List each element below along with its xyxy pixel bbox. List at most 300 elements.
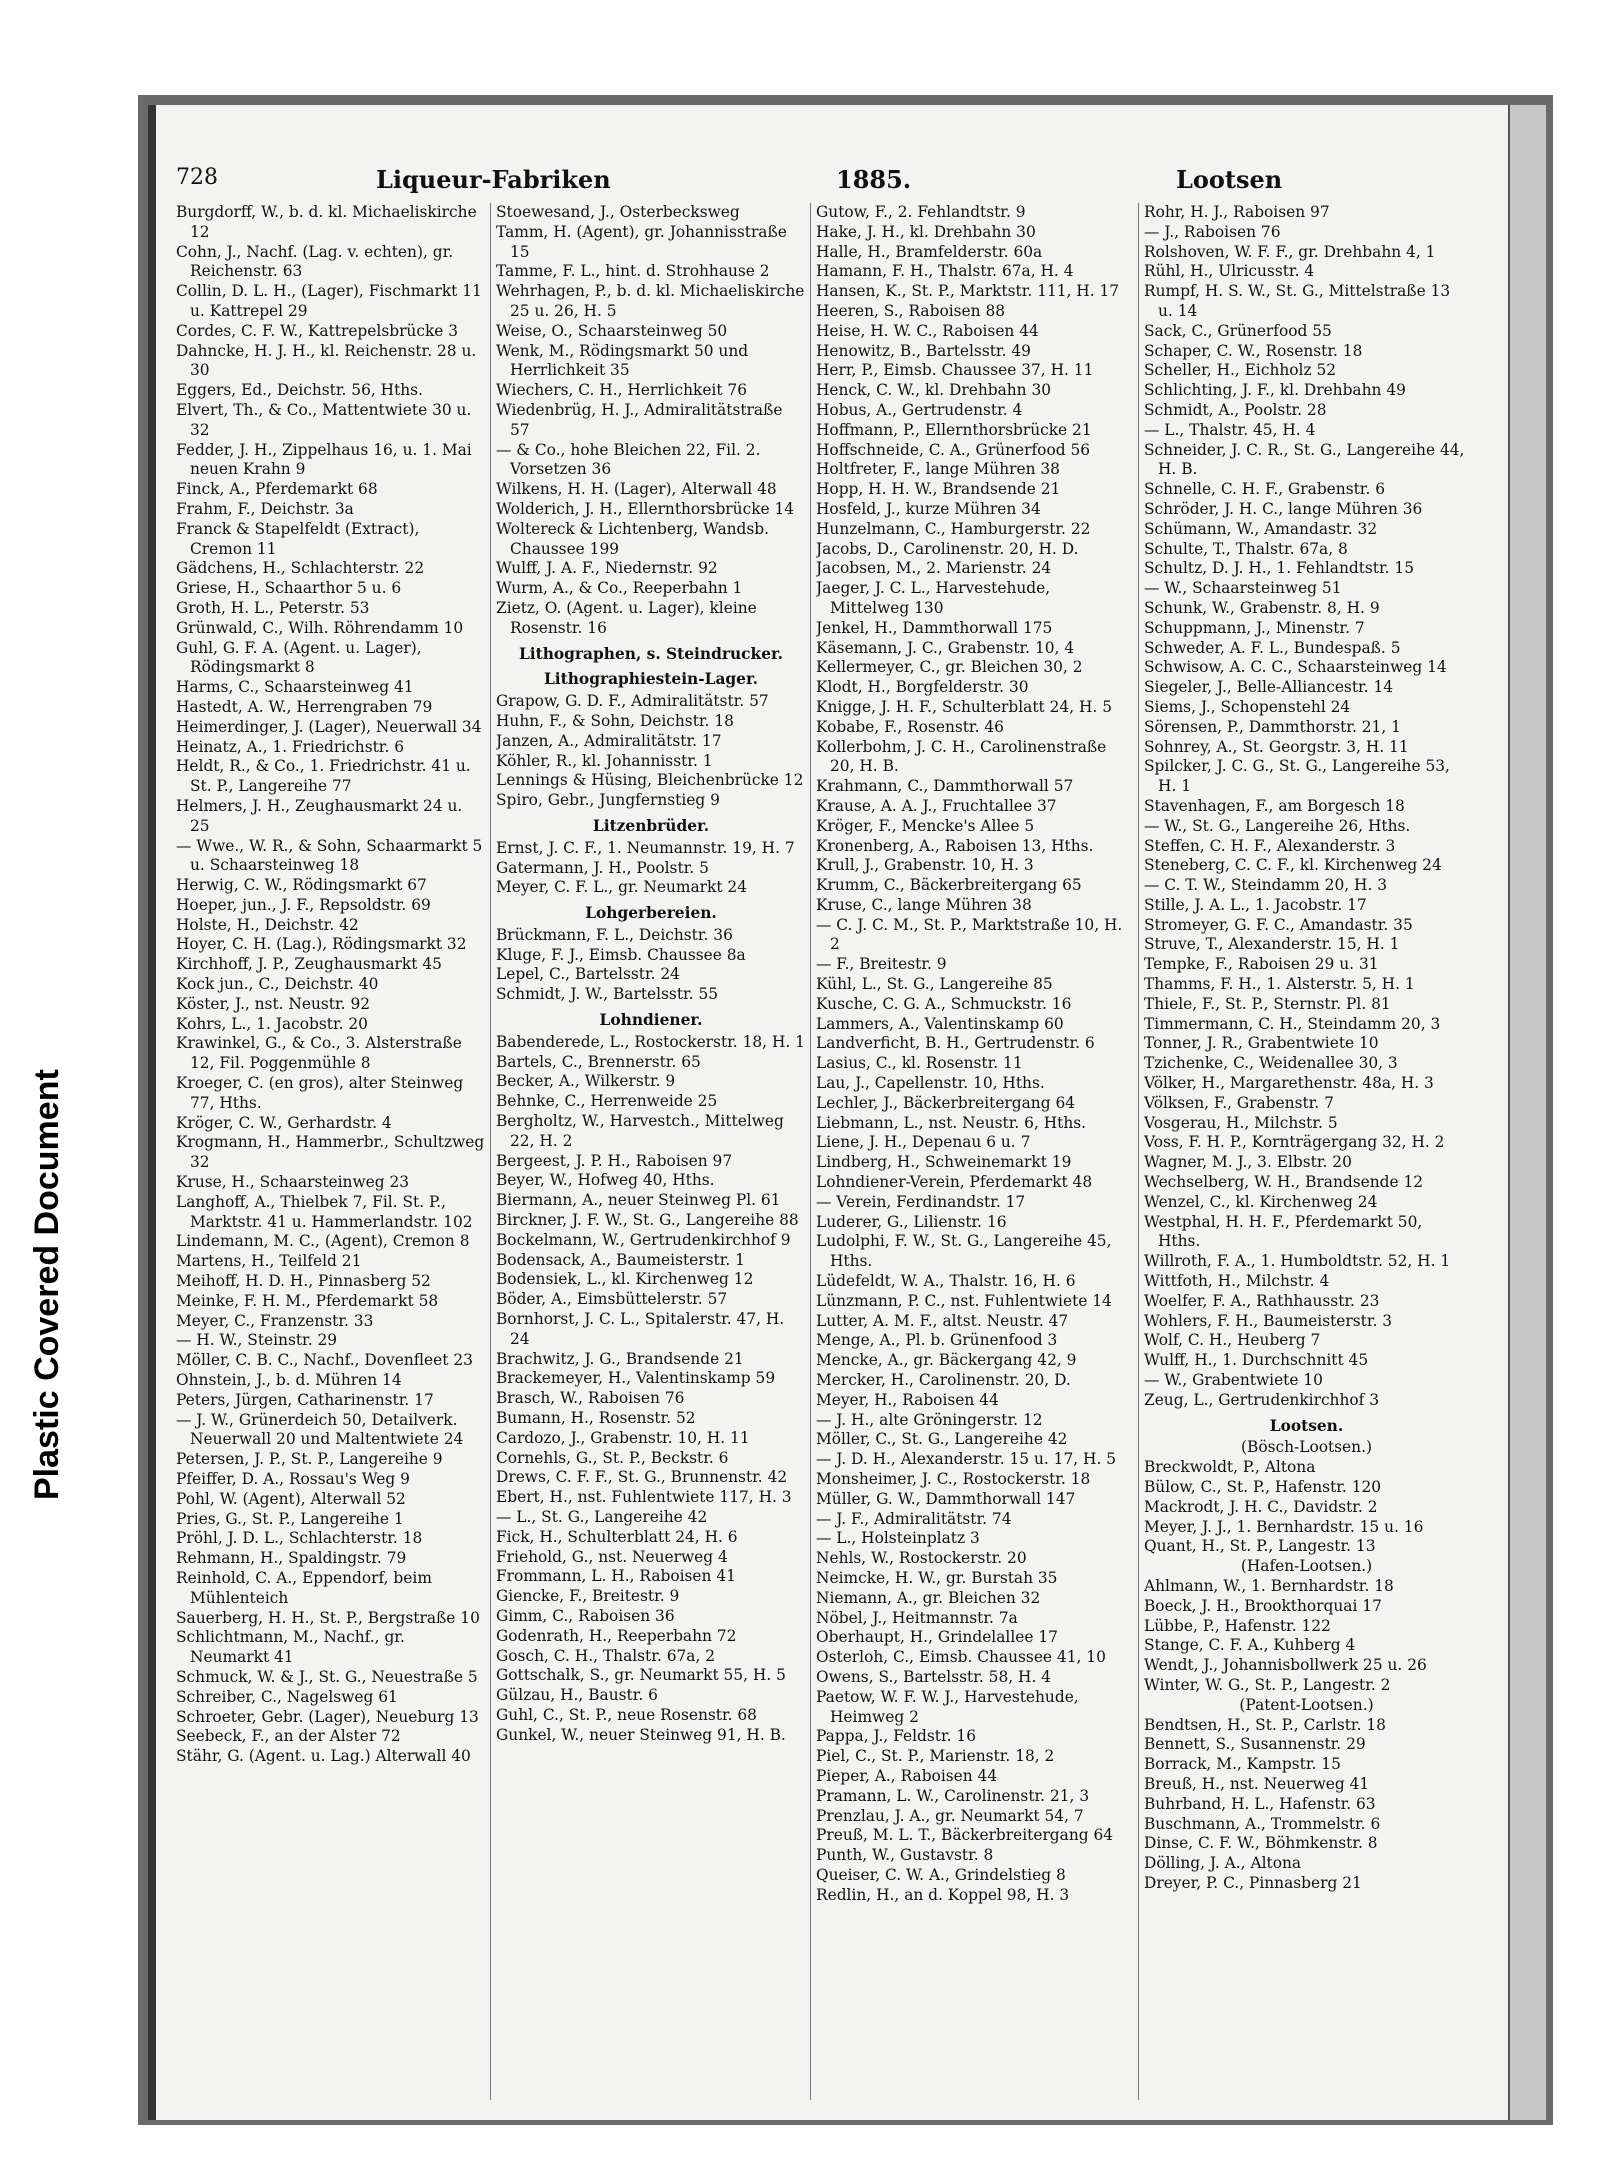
directory-entry: — W., Grabentwiete 10 [1144, 1371, 1323, 1390]
directory-entry: Kohrs, L., 1. Jacobstr. 20 [176, 1014, 368, 1033]
directory-entry: Sauerberg, H. H., St. P., Bergstraße 10 [176, 1608, 480, 1627]
directory-entry: Redlin, H., an d. Koppel 98, H. 3 [816, 1885, 1070, 1904]
section-note: (Hafen-Lootsen.) [1240, 1557, 1373, 1576]
directory-entry: Struve, T., Alexanderstr. 15, H. 1 [1144, 935, 1400, 954]
directory-entry: Friehold, G., nst. Neuerweg 4 [496, 1547, 728, 1566]
directory-entry: Sack, C., Grünerfood 55 [1144, 321, 1332, 340]
directory-entry: — W., Schaarsteinweg 51 [1144, 579, 1342, 598]
directory-entry: Frommann, L. H., Raboisen 41 [496, 1567, 736, 1586]
directory-entry: Bennett, S., Susannenstr. 29 [1144, 1735, 1366, 1754]
directory-entry: Kruse, C., lange Mühren 38 [816, 895, 1032, 914]
directory-entry: Meyer, H., Raboisen 44 [816, 1390, 999, 1409]
directory-entry: Becker, A., Wilkerstr. 9 [496, 1072, 676, 1091]
directory-entry: Bartels, C., Brennerstr. 65 [496, 1052, 701, 1071]
directory-entry: Bergeest, J. P. H., Raboisen 97 [496, 1151, 733, 1170]
directory-entry: Schmidt, J. W., Bartelsstr. 55 [496, 985, 719, 1004]
directory-entry: Bülow, C., St. P., Hafenstr. 120 [1144, 1478, 1382, 1496]
directory-entry: Oberhaupt, H., Grindelallee 17 [816, 1628, 1058, 1647]
column-3 [816, 203, 1134, 2100]
directory-entry: Wendt, J., Johannisbollwerk 25 u. 26 [1144, 1656, 1427, 1675]
directory-entry: Pohl, W. (Agent), Alterwall 52 [176, 1489, 406, 1508]
directory-entry: — C. T. W., Steindamm 20, H. 3 [1144, 876, 1388, 895]
page-number: 728 [176, 165, 218, 190]
directory-entry: Jaeger, J. C. L., Harvestehude, Mittelweg 130 [816, 579, 1051, 617]
directory-entry: Thamms, F. H., 1. Alsterstr. 5, H. 1 [1144, 975, 1415, 994]
directory-entry: Hosfeld, J., kurze Mühren 34 [816, 499, 1041, 518]
directory-entry: Reinhold, C. A., Eppendorf, beim Mühlenteich [176, 1568, 432, 1607]
directory-entry: Rumpf, H. S. W., St. G., Mittelstraße 13 u. 14 [1144, 282, 1451, 320]
directory-entry: Zeug, L., Gertrudenkirchhof 3 [1144, 1390, 1380, 1409]
directory-entry: Schultz, D. J. H., 1. Fehlandtstr. 15 [1144, 559, 1415, 578]
directory-entry: Mencke, A., gr. Bäckergang 42, 9 [816, 1351, 1077, 1370]
directory-entry: Owens, S., Bartelsstr. 58, H. 4 [816, 1667, 1052, 1686]
directory-entry: — Wwe., W. R., & Sohn, Schaarmarkt 5 u. Schaarsteinweg 18 [176, 836, 483, 875]
directory-entry: Kronenberg, A., Raboisen 13, Hths. [816, 836, 1094, 855]
directory-entry: Fedder, J. H., Zippelhaus 16, u. 1. Mai neuen Krahn 9 [176, 440, 472, 479]
directory-entry: Voss, F. H. P., Kornträgergang 32, H. 2 [1144, 1133, 1445, 1152]
directory-entry: Piel, C., St. P., Marienstr. 18, 2 [816, 1747, 1055, 1766]
directory-entry: Wiedenbrüg, H. J., Admiralitätstraße 57 [496, 400, 783, 439]
directory-entry: Schlichtmann, M., Nachf., gr. Neumarkt 41 [176, 1628, 405, 1667]
directory-entry: Ebert, H., nst. Fuhlentwiete 117, H. 3 [496, 1488, 792, 1507]
directory-entry: Rühl, H., Ulricusstr. 4 [1144, 262, 1315, 281]
directory-entry: Stoewesand, J., Osterbecksweg [496, 203, 740, 221]
directory-entry: Brachwitz, J. G., Brandsende 21 [496, 1349, 744, 1368]
directory-entry: Pramann, L. W., Carolinenstr. 21, 3 [816, 1786, 1090, 1805]
directory-entry: Kellermeyer, C., gr. Bleichen 30, 2 [816, 658, 1083, 677]
directory-entry: Kröger, C. W., Gerhardstr. 4 [176, 1113, 392, 1132]
directory-entry: Lünzmann, P. C., nst. Fuhlentwiete 14 [816, 1291, 1112, 1310]
directory-entry: Weise, O., Schaarsteinweg 50 [496, 321, 728, 340]
directory-entry: Stange, C. F. A., Kuhberg 4 [1144, 1636, 1356, 1655]
directory-entry: Breuß, H., nst. Neuerweg 41 [1144, 1774, 1370, 1793]
directory-entry: Mackrodt, J. H. C., Davidstr. 2 [1144, 1497, 1378, 1516]
directory-entry: Janzen, A., Admiralitätstr. 17 [496, 731, 722, 750]
directory-entry: Jacobs, D., Carolinenstr. 20, H. D. [816, 539, 1079, 558]
document-page [148, 105, 1546, 2120]
directory-entry: Schroeter, Gebr. (Lager), Neueburg 13 [176, 1707, 479, 1726]
side-label: Plastic Covered Document [28, 1069, 66, 1500]
directory-entry: Hobus, A., Gertrudenstr. 4 [816, 400, 1023, 419]
directory-entry: Liene, J. H., Depenau 6 u. 7 [816, 1133, 1031, 1152]
directory-entry: Gatermann, J. H., Poolstr. 5 [496, 858, 709, 877]
directory-entry: Guhl, C., St. P., neue Rosenstr. 68 [496, 1705, 757, 1724]
directory-entry: Kröger, F., Mencke's Allee 5 [816, 816, 1035, 835]
directory-entry: Halle, H., Bramfelderstr. 60a [816, 242, 1043, 261]
directory-entry: Pröhl, J. D. L., Schlachterstr. 18 [176, 1529, 423, 1548]
directory-entry: Krumm, C., Bäckerbreitergang 65 [816, 876, 1082, 895]
directory-entry: Woelfer, F. A., Rathhausstr. 23 [1144, 1291, 1380, 1310]
directory-entry: Nöbel, J., Heitmannstr. 7a [816, 1608, 1018, 1627]
directory-entry: Rohr, H. J., Raboisen 97 [1144, 203, 1330, 221]
directory-entry: Gunkel, W., neuer Steinweg 91, H. B. [496, 1725, 786, 1744]
directory-entry: Frahm, F., Deichstr. 3a [176, 499, 354, 518]
directory-entry: Kruse, H., Schaarsteinweg 23 [176, 1173, 410, 1192]
directory-entry: Wulff, H., 1. Durchschnitt 45 [1144, 1351, 1369, 1370]
running-title-right: Lootsen [1176, 165, 1283, 194]
directory-entry: Heinatz, A., 1. Friedrichstr. 6 [176, 737, 405, 756]
directory-entry: Wolderich, J. H., Ellernthorsbrücke 14 [496, 499, 795, 518]
directory-entry: Schröder, J. H. C., lange Mühren 36 [1144, 499, 1423, 518]
directory-entry: — J. H., alte Gröningerstr. 12 [816, 1410, 1043, 1429]
directory-entry: Preuß, M. L. T., Bäckerbreitergang 64 [816, 1826, 1114, 1845]
directory-entry: Drews, C. F. F., St. G., Brunnenstr. 42 [496, 1468, 788, 1487]
directory-entry: Schreiber, C., Nagelsweg 61 [176, 1687, 398, 1706]
directory-entry: Hoffmann, P., Ellernthorsbrücke 21 [816, 420, 1092, 439]
directory-entry: Wohlers, F. H., Baumeisterstr. 3 [1144, 1311, 1393, 1330]
directory-entry: Ohnstein, J., b. d. Mühren 14 [176, 1371, 402, 1390]
directory-entry: Brückmann, F. L., Deichstr. 36 [496, 925, 733, 944]
column-2 [496, 203, 806, 2100]
directory-entry: Hopp, H. H. W., Brandsende 21 [816, 480, 1061, 499]
directory-entry: Kusche, C. G. A., Schmuckstr. 16 [816, 994, 1072, 1013]
directory-entry: Jacobsen, M., 2. Marienstr. 24 [816, 559, 1052, 578]
directory-entry: Meyer, C., Franzenstr. 33 [176, 1311, 374, 1330]
directory-entry: Hoeper, jun., J. F., Repsoldstr. 69 [176, 895, 431, 914]
directory-entry: — L., St. G., Langereihe 42 [496, 1508, 708, 1526]
directory-entry: Henck, C. W., kl. Drehbahn 30 [816, 381, 1052, 400]
directory-entry: Heeren, S., Raboisen 88 [816, 301, 1006, 320]
directory-entry: Wagner, M. J., 3. Elbstr. 20 [1144, 1153, 1352, 1172]
section-note: (Bösch-Lootsen.) [1241, 1438, 1372, 1457]
directory-entry: Bodensiek, L., kl. Kirchenweg 12 [496, 1270, 754, 1289]
directory-entry: Gädchens, H., Schlachterstr. 22 [176, 559, 425, 578]
directory-entry: Huhn, F., & Sohn, Deichstr. 18 [496, 711, 734, 730]
directory-entry: Kock jun., C., Deichstr. 40 [176, 975, 379, 994]
directory-entry: Herwig, C. W., Rödingsmarkt 67 [176, 876, 427, 895]
directory-entry: Schneider, J. C. R., St. G., Langereihe 44, H. B. [1144, 440, 1465, 479]
directory-entry: Kirchhoff, J. P., Zeughausmarkt 45 [176, 955, 442, 974]
directory-entry: Stähr, G. (Agent. u. Lag.) Alterwall 40 [176, 1747, 471, 1766]
directory-entry: Paetow, W. F. W. J., Harvestehude, Heimweg 2 [816, 1687, 1079, 1726]
directory-entry: Petersen, J. P., St. P., Langereihe 9 [176, 1450, 443, 1469]
directory-entry: Hoffschneide, C. A., Grünerfood 56 [816, 440, 1091, 459]
directory-entry: Lübbe, P., Hafenstr. 122 [1144, 1616, 1331, 1635]
directory-entry: Steneberg, C. C. F., kl. Kirchenweg 24 [1144, 856, 1442, 875]
directory-entry: Steffen, C. H. F., Alexanderstr. 3 [1144, 836, 1396, 855]
directory-entry: Vosgerau, H., Milchstr. 5 [1144, 1113, 1338, 1132]
directory-entry: Böder, A., Eimsbüttelerstr. 57 [496, 1290, 728, 1309]
directory-entry: Groth, H. L., Peterstr. 53 [176, 598, 370, 617]
directory-entry: Stromeyer, G. F. C., Amandastr. 35 [1144, 915, 1413, 934]
directory-entry: Neimcke, H. W., gr. Burstah 35 [816, 1568, 1058, 1587]
directory-entry: — J. W., Grünerdeich 50, Detailverk. Neuerwall 20 und Maltentwiete 24 [176, 1410, 464, 1449]
directory-entry: Wolf, C. H., Heuberg 7 [1144, 1331, 1321, 1350]
directory-entry: Beyer, W., Hofweg 40, Hths. [496, 1171, 715, 1190]
directory-entry: Ernst, J. C. F., 1. Neumannstr. 19, H. 7 [496, 838, 795, 857]
directory-entry: Spiro, Gebr., Jungfernstieg 9 [496, 791, 720, 810]
directory-entry: Breckwoldt, P., Altona [1144, 1458, 1316, 1477]
directory-entry: Heldt, R., & Co., 1. Friedrichstr. 41 u. St. P., Langereihe 77 [176, 757, 471, 796]
directory-entry: Tempke, F., Raboisen 29 u. 31 [1144, 955, 1379, 974]
directory-entry: Wittfoth, H., Milchstr. 4 [1144, 1272, 1330, 1291]
directory-entry: Cohn, J., Nachf. (Lag. v. echten), gr. Reichenstr. 63 [176, 242, 454, 281]
directory-entry: Punth, W., Gustavstr. 8 [816, 1846, 994, 1865]
directory-entry: Gimm, C., Raboisen 36 [496, 1606, 675, 1625]
column-divider [810, 203, 811, 2100]
directory-entry: Winter, W. G., St. P., Langestr. 2 [1144, 1675, 1391, 1694]
directory-entry: Spilcker, J. C. G., St. G., Langereihe 53, H. 1 [1144, 757, 1450, 796]
directory-entry: Mercker, H., Carolinenstr. 20, D. [816, 1371, 1071, 1390]
directory-entry: Rehmann, H., Spaldingstr. 79 [176, 1549, 407, 1568]
directory-entry: Meyer, C. F. L., gr. Neumarkt 24 [496, 878, 747, 897]
directory-entry: Prenzlau, J. A., gr. Neumarkt 54, 7 [816, 1806, 1084, 1825]
column-4 [1144, 203, 1469, 2100]
directory-entry: Cornehls, G., St. P., Beckstr. 6 [496, 1448, 729, 1467]
section-heading: Lohndiener. [599, 1011, 703, 1030]
directory-entry: Eggers, Ed., Deichstr. 56, Hths. [176, 381, 423, 400]
directory-entry: Dölling, J. A., Altona [1144, 1854, 1302, 1873]
directory-entry: Guhl, G. F. A. (Agent. u. Lager), Rödingsmarkt 8 [176, 638, 422, 677]
directory-entry: Birckner, J. F. W., St. G., Langereihe 88 [496, 1211, 799, 1230]
directory-entry: Schunk, W., Grabenstr. 8, H. 9 [1144, 598, 1380, 617]
directory-entry: Bodensack, A., Baumeisterstr. 1 [496, 1250, 745, 1269]
directory-entry: Möller, C. B. C., Nachf., Dovenfleet 23 [176, 1351, 473, 1370]
directory-entry: Harms, C., Schaarsteinweg 41 [176, 678, 414, 697]
directory-entry: Brasch, W., Raboisen 76 [496, 1389, 685, 1408]
running-title-left: Liqueur-Fabriken [376, 165, 611, 194]
directory-entry: Wulff, J. A. F., Niedernstr. 92 [496, 559, 718, 578]
directory-entry: Schwisow, A. C. C., Schaarsteinweg 14 [1144, 658, 1447, 677]
directory-entry: Schuppmann, J., Minenstr. 7 [1144, 618, 1365, 637]
directory-entry: Lechler, J., Bäckerbreitergang 64 [816, 1093, 1076, 1112]
directory-entry: Pappa, J., Feldstr. 16 [816, 1727, 976, 1746]
directory-entry: — J. F., Admiralitätstr. 74 [816, 1509, 1012, 1528]
directory-entry: Schaper, C. W., Rosenstr. 18 [1144, 341, 1363, 360]
directory-entry: Helmers, J. H., Zeughausmarkt 24 u. 25 [176, 796, 463, 835]
directory-entry: Grapow, G. D. F., Admiralitätstr. 57 [496, 692, 769, 711]
directory-entry: Hastedt, A. W., Herrengraben 79 [176, 697, 433, 716]
directory-entry: Lüdefeldt, W. A., Thalstr. 16, H. 6 [816, 1272, 1076, 1291]
directory-entry: Klodt, H., Borgfelderstr. 30 [816, 678, 1029, 697]
directory-entry: — L., Thalstr. 45, H. 4 [1144, 420, 1316, 439]
directory-entry: Schmidt, A., Poolstr. 28 [1144, 400, 1327, 419]
directory-entry: Bornhorst, J. C. L., Spitalerstr. 47, H. 24 [496, 1310, 785, 1348]
directory-entry: Seebeck, F., an der Alster 72 [176, 1727, 401, 1746]
directory-entry: Wenk, M., Rödingsmarkt 50 und Herrlichkeit 35 [496, 341, 749, 380]
directory-entry: Cardozo, J., Grabenstr. 10, H. 11 [496, 1428, 750, 1447]
directory-entry: Lindberg, H., Schweinemarkt 19 [816, 1153, 1072, 1172]
directory-entry: Scheller, H., Eichholz 52 [1144, 361, 1337, 380]
directory-entry: Behnke, C., Herrenweide 25 [496, 1092, 718, 1111]
directory-entry: Siegeler, J., Belle-Alliancestr. 14 [1144, 678, 1394, 697]
directory-entry: Peters, Jürgen, Catharinenstr. 17 [176, 1390, 434, 1409]
directory-entry: Wurm, A., & Co., Reeperbahn 1 [496, 579, 743, 598]
directory-entry: Willroth, F. A., 1. Humboldtstr. 52, H. 1 [1144, 1252, 1451, 1271]
directory-entry: Godenrath, H., Reeperbahn 72 [496, 1626, 737, 1645]
directory-entry: Monsheimer, J. C., Rostockerstr. 18 [816, 1470, 1091, 1488]
directory-entry: Herr, P., Eimsb. Chaussee 37, H. 11 [816, 361, 1094, 380]
directory-entry: Stille, J. A. L., 1. Jacobstr. 17 [1144, 895, 1367, 914]
directory-entry: Lau, J., Capellenstr. 10, Hths. [816, 1074, 1045, 1093]
directory-entry: Dahncke, H. J. H., kl. Reichenstr. 28 u. 30 [176, 341, 477, 380]
directory-entry: — H. W., Steinstr. 29 [176, 1331, 338, 1350]
directory-entry: Krahmann, C., Dammthorwall 57 [816, 777, 1074, 796]
directory-entry: Sörensen, P., Dammthorstr. 21, 1 [1144, 717, 1401, 736]
year: 1885. [836, 165, 912, 194]
directory-entry: Lindemann, M. C., (Agent), Cremon 8 [176, 1232, 470, 1251]
directory-entry: Martens, H., Teilfeld 21 [176, 1252, 362, 1271]
directory-entry: Pieper, A., Raboisen 44 [816, 1766, 998, 1785]
directory-entry: Tzichenke, C., Weidenallee 30, 3 [1144, 1054, 1398, 1073]
directory-entry: Liebmann, L., nst. Neustr. 6, Hths. [816, 1113, 1087, 1132]
directory-entry: Schweder, A. F. L., Bundespaß. 5 [1144, 638, 1401, 657]
directory-entry: Köhler, R., kl. Johannisstr. 1 [496, 751, 713, 770]
directory-entry: Nehls, W., Rostockerstr. 20 [816, 1549, 1027, 1568]
directory-entry: Gosch, C. H., Thalstr. 67a, 2 [496, 1646, 716, 1665]
directory-entry: Wilkens, H. H. (Lager), Alterwall 48 [496, 480, 777, 499]
directory-entry: Buhrband, H. L., Hafenstr. 63 [1144, 1794, 1376, 1813]
directory-entry: Osterloh, C., Eimsb. Chaussee 41, 10 [816, 1648, 1106, 1667]
directory-entry: Stavenhagen, F., am Borgesch 18 [1144, 796, 1405, 815]
directory-entry: Bendtsen, H., St. P., Carlstr. 18 [1144, 1715, 1386, 1734]
directory-entry: Kobabe, F., Rosenstr. 46 [816, 717, 1004, 736]
directory-entry: Cordes, C. F. W., Kattrepelsbrücke 3 [176, 321, 459, 340]
directory-entry: Kühl, L., St. G., Langereihe 85 [816, 975, 1053, 994]
directory-entry: Gutow, F., 2. Fehlandtstr. 9 [816, 203, 1026, 221]
directory-entry: Pfeiffer, D. A., Rossau's Weg 9 [176, 1470, 410, 1488]
directory-entry: Biermann, A., neuer Steinweg Pl. 61 [496, 1191, 781, 1210]
directory-entry: — W., St. G., Langereihe 26, Hths. [1144, 816, 1411, 835]
directory-entry: Lennings & Hüsing, Bleichenbrücke 12 [496, 771, 804, 790]
directory-entry: Kroeger, C. (en gros), alter Steinweg 77, Hths. [176, 1074, 464, 1112]
directory-entry: — F., Breitestr. 9 [816, 955, 947, 974]
directory-entry: Timmermann, C. H., Steindamm 20, 3 [1144, 1014, 1441, 1033]
directory-entry: Thiele, F., St. P., Sternstr. Pl. 81 [1144, 994, 1391, 1013]
directory-entry: — & Co., hohe Bleichen 22, Fil. 2. Vorsetzen 36 [496, 440, 761, 479]
directory-entry: Krogmann, H., Hammerbr., Schultzweg 32 [176, 1133, 485, 1172]
directory-entry: Ludolphi, F. W., St. G., Langereihe 45, Hths. [816, 1232, 1112, 1271]
directory-entry: Borrack, M., Kampstr. 15 [1144, 1755, 1341, 1774]
directory-entry: Schümann, W., Amandastr. 32 [1144, 519, 1378, 538]
directory-entry: Schmuck, W. & J., St. G., Neuestraße 5 [176, 1667, 478, 1686]
directory-entry: Queiser, C. W. A., Grindelstieg 8 [816, 1865, 1066, 1884]
directory-entry: Käsemann, J. C., Grabenstr. 10, 4 [816, 638, 1075, 657]
directory-entry: — J., Raboisen 76 [1144, 222, 1281, 241]
section-heading: Lithographen, s. Steindrucker. [518, 644, 784, 663]
directory-entry: Völker, H., Margarethenstr. 48a, H. 3 [1144, 1074, 1434, 1093]
directory-entry: Knigge, J. H. F., Schulterblatt 24, H. 5 [816, 697, 1112, 716]
directory-entry: Heise, H. W. C., Raboisen 44 [816, 321, 1039, 340]
directory-entry: Tonner, J. R., Grabentwiete 10 [1144, 1034, 1379, 1053]
directory-entry: Meyer, J. J., 1. Bernhardstr. 15 u. 16 [1144, 1517, 1424, 1536]
directory-entry: Burgdorff, W., b. d. kl. Michaeliskirche 12 [176, 203, 477, 241]
directory-entry: Krawinkel, G., & Co., 3. Alsterstraße 12, Fil. Poggenmühle 8 [176, 1034, 462, 1073]
column-1 [176, 203, 486, 2100]
directory-entry: Babenderede, L., Rostockerstr. 18, H. 1 [496, 1032, 805, 1051]
directory-entry: Landverficht, B. H., Gertrudenstr. 6 [816, 1034, 1095, 1053]
directory-entry: Lutter, A. M. F., altst. Neustr. 47 [816, 1311, 1069, 1330]
page-header [176, 165, 1486, 199]
directory-entry: Lepel, C., Bartelsstr. 24 [496, 965, 680, 984]
column-divider [1138, 203, 1139, 2100]
directory-entry: Wehrhagen, P., b. d. kl. Michaeliskirche 25 u. 26, H. 5 [496, 282, 805, 320]
directory-entry: Fick, H., Schulterblatt 24, H. 6 [496, 1527, 738, 1546]
directory-entry: Wenzel, C., kl. Kirchenweg 24 [1144, 1192, 1378, 1211]
directory-entry: Möller, C., St. G., Langereihe 42 [816, 1430, 1068, 1449]
directory-entry: Hansen, K., St. P., Marktstr. 111, H. 17 [816, 282, 1120, 301]
directory-entry: Müller, G. W., Dammthorwall 147 [816, 1489, 1076, 1508]
directory-entry: Giencke, F., Breitestr. 9 [496, 1587, 680, 1606]
directory-entry: Franck & Stapelfeldt (Extract), Cremon 11 [176, 519, 420, 558]
directory-entry: Dinse, C. F. W., Böhmkenstr. 8 [1144, 1834, 1378, 1853]
directory-entry: Pries, G., St. P., Langereihe 1 [176, 1509, 404, 1528]
directory-entry: Krull, J., Grabenstr. 10, H. 3 [816, 856, 1034, 875]
directory-entry: Wechselberg, W. H., Brandsende 12 [1144, 1173, 1424, 1192]
directory-entry: Bergholtz, W., Harvestch., Mittelweg 22, H. 2 [496, 1112, 784, 1150]
directory-entry: Sohnrey, A., St. Georgstr. 3, H. 11 [1144, 737, 1409, 756]
directory-entry: Langhoff, A., Thielbek 7, Fil. St. P., Marktstr. 41 u. Hammerlandstr. 102 [176, 1192, 473, 1231]
section-heading: Lithographiestein-Lager. [543, 670, 759, 689]
directory-entry: — C. J. C. M., St. P., Marktstraße 10, H. 2 [816, 915, 1123, 954]
directory-entry: Ahlmann, W., 1. Bernhardstr. 18 [1144, 1576, 1394, 1595]
directory-entry: Hoyer, C. H. (Lag.), Rödingsmarkt 32 [176, 935, 467, 954]
directory-entry: Meihoff, H. D. H., Pinnasberg 52 [176, 1272, 431, 1291]
directory-entry: Menge, A., Pl. b. Grünenfood 3 [816, 1331, 1058, 1350]
directory-entry: Quant, H., St. P., Langestr. 13 [1144, 1537, 1376, 1556]
directory-entry: Krause, A. A. J., Fruchtallee 37 [816, 796, 1057, 815]
directory-entry: Bockelmann, W., Gertrudenkirchhof 9 [496, 1230, 791, 1249]
directory-entry: Hunzelmann, C., Hamburgerstr. 22 [816, 519, 1091, 538]
directory-entry: Zietz, O. (Agent. u. Lager), kleine Rosenstr. 16 [496, 598, 757, 637]
section-heading: Litzenbrüder. [592, 816, 710, 835]
directory-entry: Schnelle, C. H. F., Grabenstr. 6 [1144, 480, 1386, 499]
directory-entry: Holtfreter, F., lange Mühren 38 [816, 460, 1060, 479]
directory-columns [176, 203, 1488, 2100]
directory-entry: Rolshoven, W. F. F., gr. Drehbahn 4, 1 [1144, 242, 1436, 261]
directory-entry: Meinke, F. H. M., Pferdemarkt 58 [176, 1291, 439, 1310]
directory-entry: Luderer, G., Lilienstr. 16 [816, 1212, 1007, 1231]
directory-entry: Kluge, F. J., Eimsb. Chaussee 8a [496, 945, 746, 964]
directory-entry: Lasius, C., kl. Rosenstr. 11 [816, 1054, 1023, 1073]
directory-entry: Finck, A., Pferdemarkt 68 [176, 480, 378, 499]
directory-entry: Siems, J., Schopenstehl 24 [1144, 697, 1351, 716]
directory-entry: — Verein, Ferdinandstr. 17 [816, 1192, 1026, 1211]
directory-entry: — L., Holsteinplatz 3 [816, 1529, 980, 1548]
directory-entry: Boeck, J. H., Brookthorquai 17 [1144, 1596, 1382, 1615]
directory-entry: Hamann, F. H., Thalstr. 67a, H. 4 [816, 262, 1074, 281]
section-heading: Lootsen. [1269, 1416, 1344, 1435]
directory-entry: Brackemeyer, H., Valentinskamp 59 [496, 1369, 776, 1388]
directory-entry: Wiechers, C. H., Herrlichkeit 76 [496, 381, 748, 400]
directory-entry: Holste, H., Deichstr. 42 [176, 915, 359, 934]
directory-entry: Gülzau, H., Baustr. 6 [496, 1686, 658, 1705]
directory-entry: Bumann, H., Rosenstr. 52 [496, 1409, 696, 1428]
directory-entry: Lohndiener-Verein, Pferdemarkt 48 [816, 1173, 1093, 1192]
directory-entry: Collin, D. L. H., (Lager), Fischmarkt 11 u. Kattrepel 29 [176, 282, 482, 320]
directory-entry: Woltereck & Lichtenberg, Wandsb. Chaussee 199 [496, 519, 770, 558]
directory-entry: Schulte, T., Thalstr. 67a, 8 [1144, 539, 1348, 558]
directory-entry: Kollerbohm, J. C. H., Carolinenstraße 20, H. B. [816, 737, 1107, 776]
directory-entry: Griese, H., Schaarthor 5 u. 6 [176, 579, 402, 598]
directory-entry: Grünwald, C., Wilh. Röhrendamm 10 [176, 618, 464, 637]
directory-entry: — J. D. H., Alexanderstr. 15 u. 17, H. 5 [816, 1450, 1117, 1469]
directory-entry: Völksen, F., Grabenstr. 7 [1144, 1093, 1334, 1112]
directory-entry: Köster, J., nst. Neustr. 92 [176, 994, 371, 1013]
page-gutter [1508, 105, 1546, 2120]
directory-entry: Jenkel, H., Dammthorwall 175 [816, 618, 1053, 637]
directory-entry: Hake, J. H., kl. Drehbahn 30 [816, 222, 1036, 241]
column-divider [490, 203, 491, 2100]
directory-entry: Niemann, A., gr. Bleichen 32 [816, 1588, 1041, 1607]
directory-entry: Westphal, H. H. F., Pferdemarkt 50, Hths. [1144, 1212, 1423, 1251]
directory-entry: Lammers, A., Valentinskamp 60 [816, 1014, 1064, 1033]
section-heading: Lohgerbereien. [585, 904, 717, 923]
directory-entry: Tamm, H. (Agent), gr. Johannisstraße 15 [496, 222, 787, 261]
directory-entry: Tamme, F. L., hint. d. Strohhause 2 [496, 262, 770, 281]
directory-entry: Gottschalk, S., gr. Neumarkt 55, H. 5 [496, 1666, 786, 1685]
directory-entry: Henowitz, B., Bartelsstr. 49 [816, 341, 1031, 360]
